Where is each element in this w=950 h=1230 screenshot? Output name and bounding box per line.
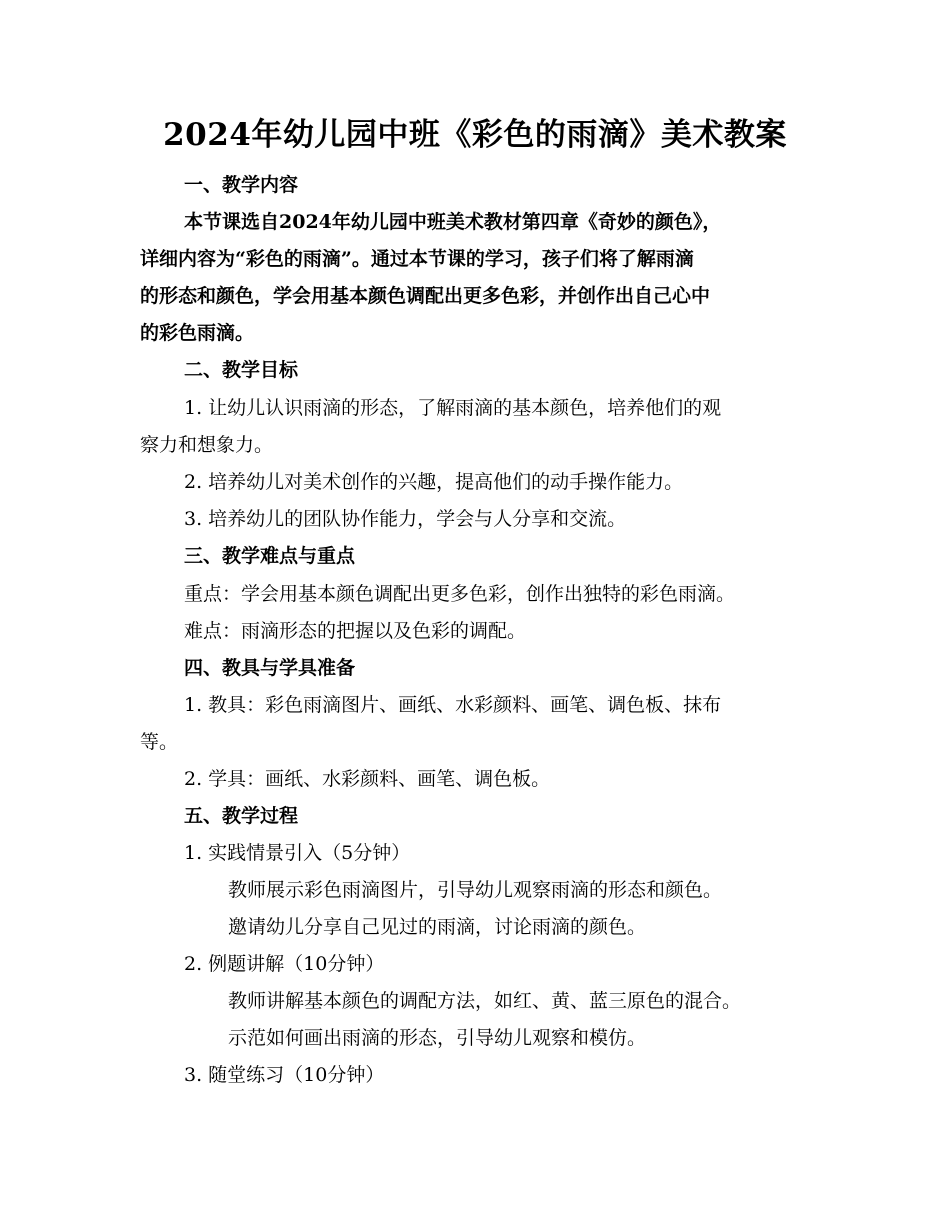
section-heading-teaching-content: 一、教学内容 <box>184 174 299 196</box>
paragraph-line: 本节课选自2024年幼儿园中班美术教材第四章《奇妙的颜色》， <box>184 211 722 233</box>
process-detail: 邀请幼儿分享自己见过的雨滴，讨论雨滴的颜色。 <box>228 916 647 938</box>
paragraph-line: 的形态和颜色，学会用基本颜色调配出更多色彩，并创作出自己心中 <box>140 285 711 307</box>
paragraph-line: 的彩色雨滴。 <box>140 322 255 344</box>
paragraph-line: 详细内容为“彩色的雨滴”。通过本节课的学习，孩子们将了解雨滴 <box>140 248 694 270</box>
list-item-continuation: 等。 <box>140 731 179 753</box>
list-item: 3. 培养幼儿的团队协作能力，学会与人分享和交流。 <box>184 508 627 530</box>
section-heading-teaching-goals: 二、教学目标 <box>184 359 299 381</box>
difficulty-text: 难点：雨滴形态的把握以及色彩的调配。 <box>184 620 527 642</box>
key-point-text: 重点：学会用基本颜色调配出更多色彩，创作出独特的彩色雨滴。 <box>184 583 736 605</box>
process-detail: 教师展示彩色雨滴图片，引导幼儿观察雨滴的形态和颜色。 <box>228 879 723 901</box>
list-item: 2. 学具：画纸、水彩颜料、画笔、调色板。 <box>184 768 551 790</box>
section-heading-key-points: 三、教学难点与重点 <box>184 545 356 567</box>
section-heading-materials: 四、教具与学具准备 <box>184 657 356 679</box>
document-title: 2024年幼儿园中班《彩色的雨滴》美术教案 <box>163 117 787 153</box>
list-item: 1. 教具：彩色雨滴图片、画纸、水彩颜料、画笔、调色板、抹布 <box>184 694 722 716</box>
process-step: 2. 例题讲解（10分钟） <box>184 953 385 975</box>
list-item: 1. 让幼儿认识雨滴的形态，了解雨滴的基本颜色，培养他们的观 <box>184 397 722 419</box>
process-detail: 教师讲解基本颜色的调配方法，如红、黄、蓝三原色的混合。 <box>228 990 742 1012</box>
list-item-continuation: 察力和想象力。 <box>140 434 274 456</box>
process-step: 1. 实践情景引入（5分钟） <box>184 842 411 864</box>
list-item: 2. 培养幼儿对美术创作的兴趣，提高他们的动手操作能力。 <box>184 471 684 493</box>
section-heading-process: 五、教学过程 <box>184 805 299 827</box>
process-step: 3. 随堂练习（10分钟） <box>184 1064 385 1086</box>
process-detail: 示范如何画出雨滴的形态，引导幼儿观察和模仿。 <box>228 1027 647 1049</box>
